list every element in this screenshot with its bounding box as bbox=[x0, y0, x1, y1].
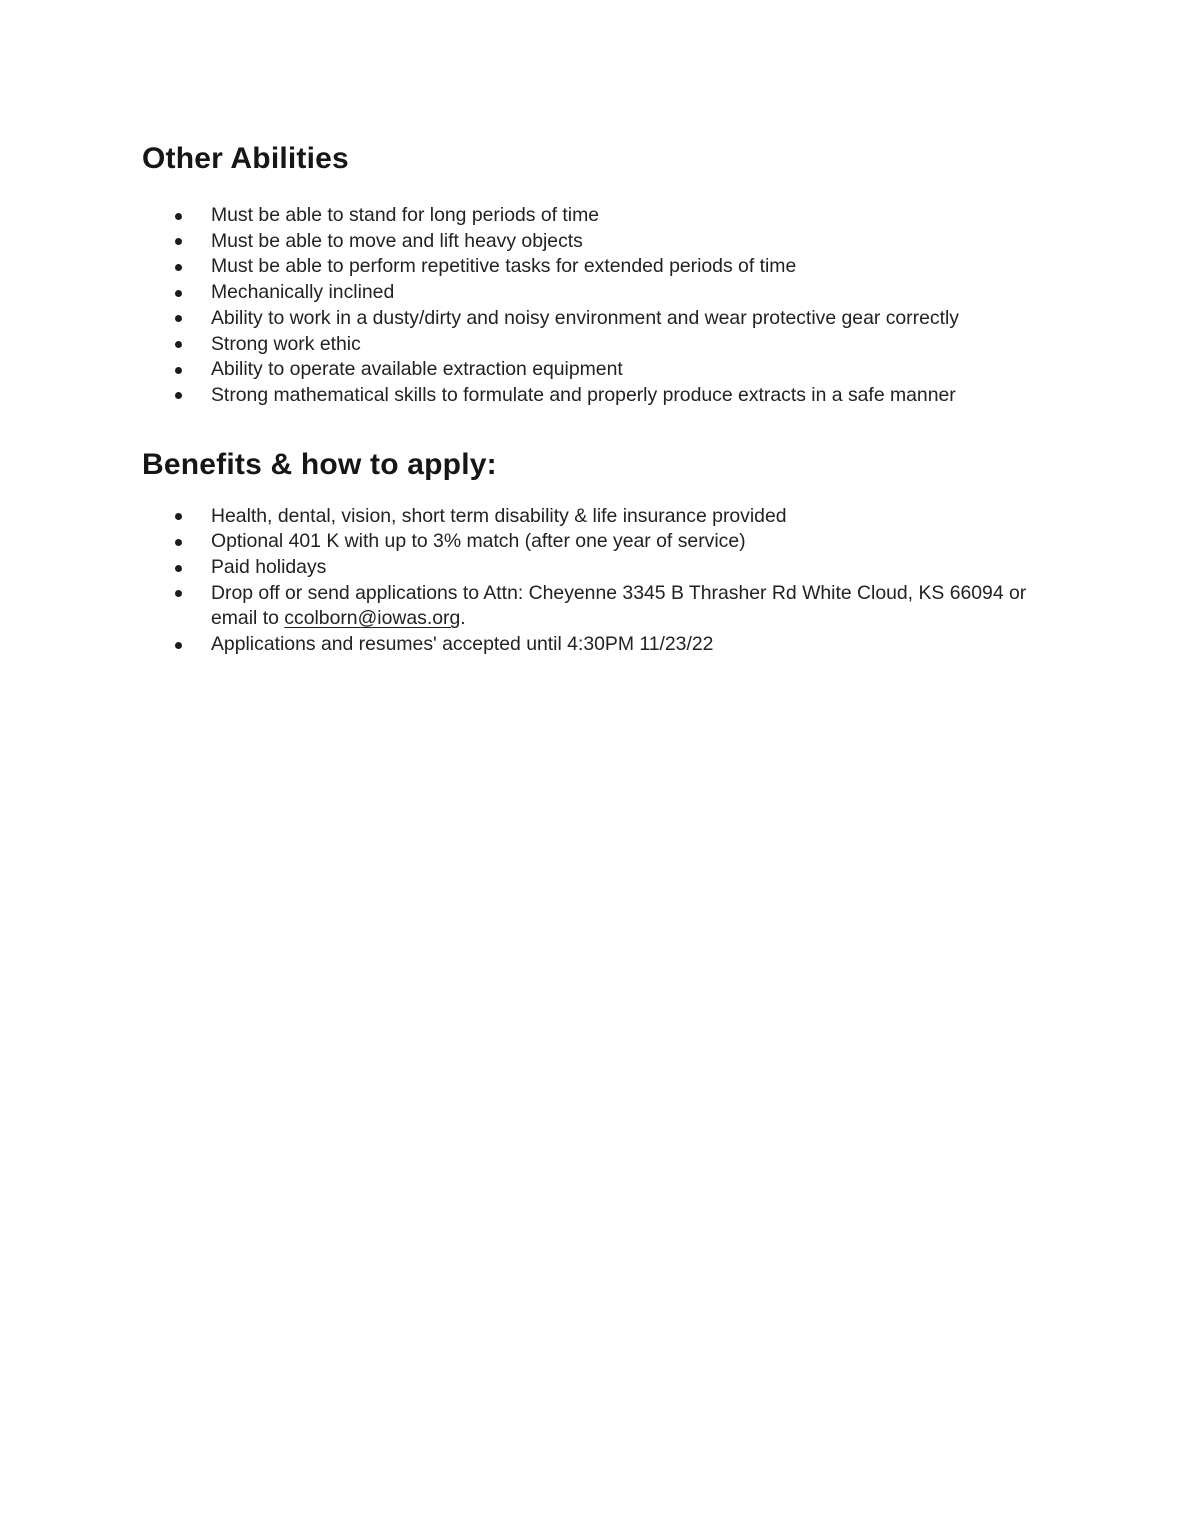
list-item-text: Drop off or send applications to Attn: Cheyenne 3345 B Thrasher Rd White Cloud, KS 66094 or email to bbox=[211, 581, 1027, 630]
list-item-text: Strong work ethic bbox=[211, 332, 361, 355]
list-item bbox=[142, 306, 1041, 332]
list-item bbox=[142, 383, 1041, 409]
list-item bbox=[142, 357, 1041, 383]
list-item-text: Optional 401 K with up to 3% match (after one year of service) bbox=[211, 530, 746, 553]
list-item-text: Applications and resumes' accepted until 4:30PM 11/23/22 bbox=[211, 633, 714, 656]
list-item bbox=[142, 555, 1041, 581]
bullet-icon bbox=[175, 264, 182, 271]
list-item-text: Health, dental, vision, short term disability & life insurance provided bbox=[211, 504, 787, 527]
bullet-icon bbox=[175, 565, 182, 572]
list-item-text: Must be able to stand for long periods of time bbox=[211, 204, 600, 226]
list-item bbox=[142, 332, 1041, 358]
list-item bbox=[142, 229, 1041, 255]
bullet-icon bbox=[175, 513, 182, 520]
bullet-icon bbox=[175, 367, 182, 374]
heading-other-abilities: Other Abilities bbox=[142, 142, 349, 175]
list-item-text: Ability to work in a dusty/dirty and noisy environment and wear protective gear correctly bbox=[211, 306, 959, 329]
bullet-icon bbox=[175, 315, 182, 322]
list-item bbox=[142, 504, 1041, 530]
benefits-list bbox=[142, 504, 1041, 658]
bullet-icon bbox=[175, 642, 182, 649]
bullet-icon bbox=[175, 539, 182, 546]
list-item bbox=[142, 632, 1041, 658]
list-item-text: . bbox=[460, 607, 466, 630]
list-item-text: Ability to operate available extraction equipment bbox=[211, 358, 623, 381]
list-item-text: Paid holidays bbox=[211, 556, 327, 579]
bullet-icon bbox=[175, 238, 182, 245]
list-item-text: Mechanically inclined bbox=[211, 281, 395, 304]
bullet-icon bbox=[175, 590, 182, 597]
email-link[interactable]: ccolborn@iowas.org bbox=[284, 607, 461, 630]
bullet-icon bbox=[175, 392, 182, 399]
list-item-text: Must be able to move and lift heavy objects bbox=[211, 229, 583, 252]
list-item-text: Must be able to perform repetitive tasks for extended periods of time bbox=[211, 255, 797, 278]
list-item bbox=[142, 203, 1041, 229]
bullet-icon bbox=[175, 341, 182, 348]
list-item-application-address bbox=[142, 581, 1041, 632]
other-abilities-list bbox=[142, 203, 1041, 409]
list-item bbox=[142, 529, 1041, 555]
bullet-icon bbox=[175, 290, 182, 297]
list-item bbox=[142, 280, 1041, 306]
bullet-icon bbox=[175, 213, 182, 220]
list-item bbox=[142, 254, 1041, 280]
list-item-text: Strong mathematical skills to formulate and properly produce extracts in a safe manner bbox=[211, 383, 956, 406]
heading-benefits-how-to-apply: Benefits & how to apply: bbox=[142, 447, 497, 481]
